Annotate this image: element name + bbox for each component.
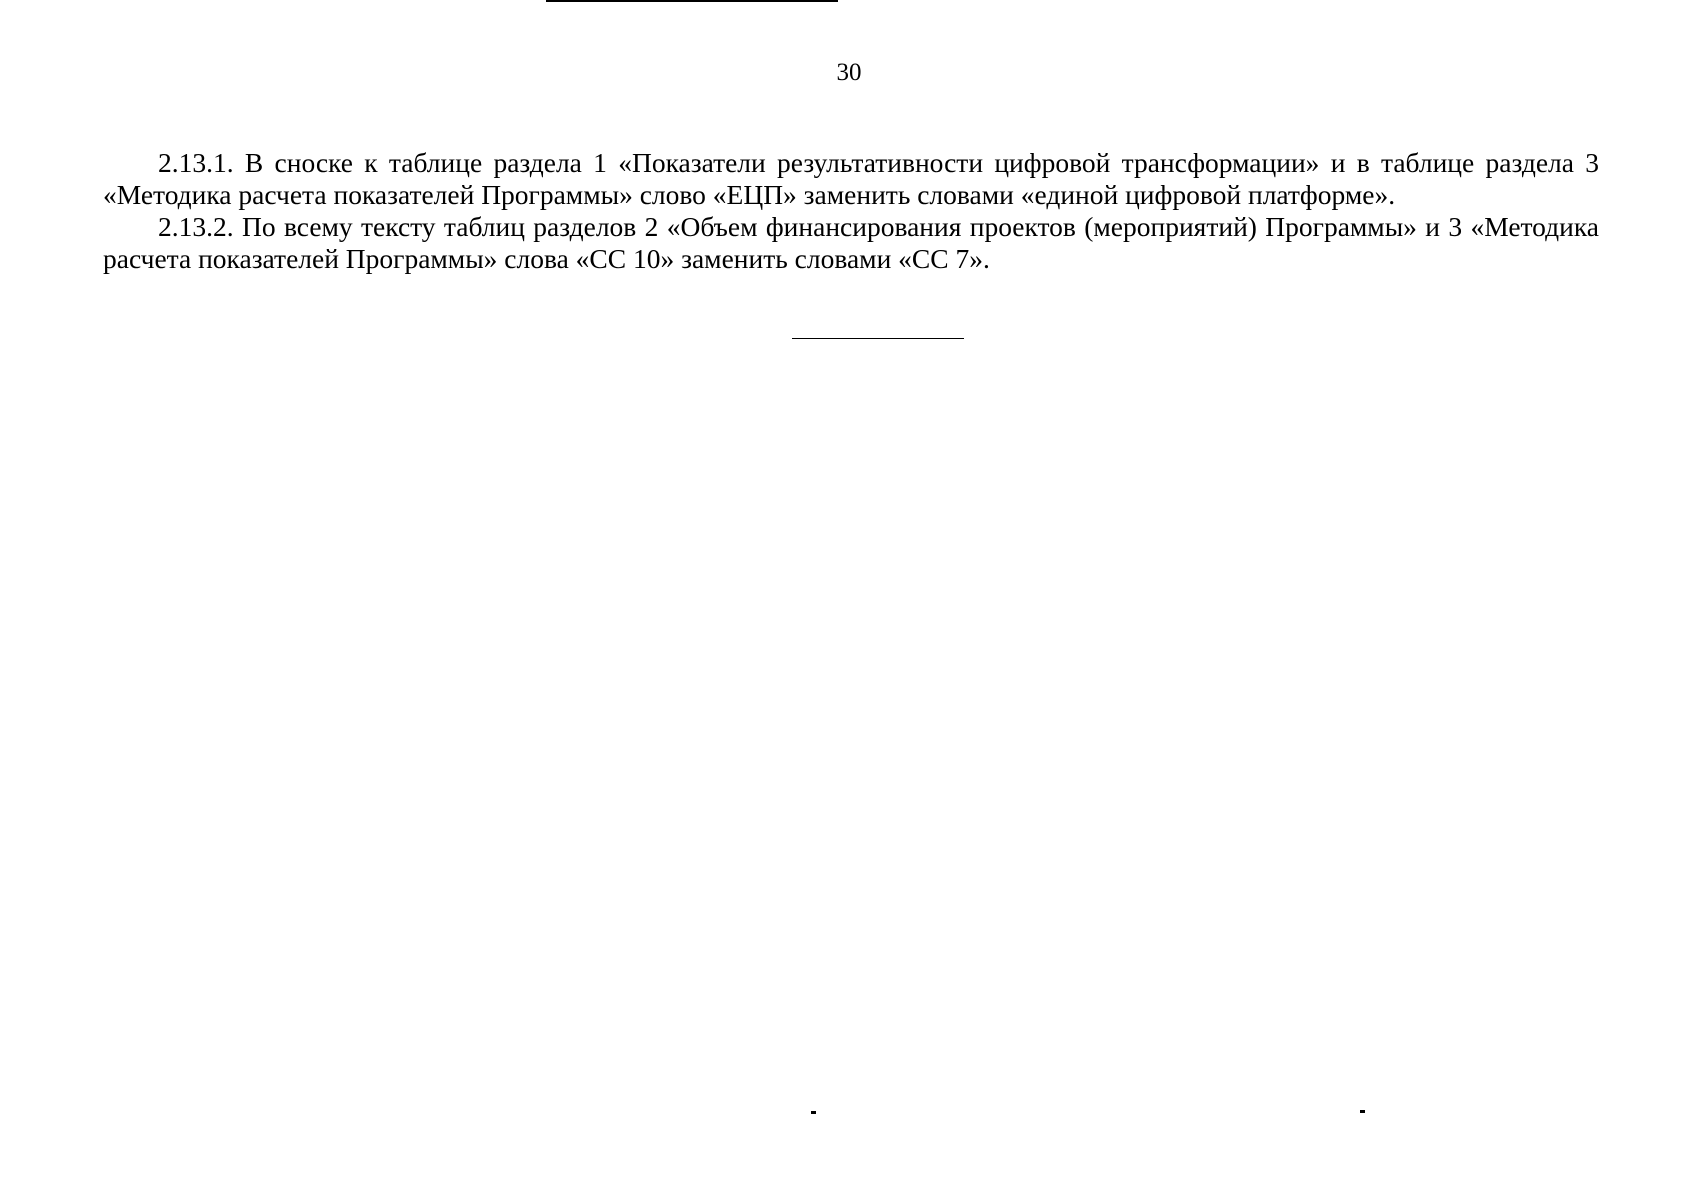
document-body [103, 147, 1599, 275]
scan-speck [1360, 1110, 1365, 1113]
scan-speck [811, 1111, 816, 1114]
paragraph-2-13-2: 2.13.2. По всему тексту таблиц разделов 2 «Объем финансирования проектов (мероприятий) Программы» и 3 «Методика расчета показателей Программы» слова «СС 10» заменить словами «СС 7». [103, 211, 1599, 274]
end-of-text-rule [792, 338, 964, 339]
paragraph-2-13-1: 2.13.1. В сноске к таблице раздела 1 «Показатели результативности цифровой трансформации» и в таблице раздела 3 «Методика расчета показателей Программы» слово «ЕЦП» заменить словами «единой цифровой платформе». [103, 147, 1599, 210]
page-number: 30 [836, 59, 862, 86]
top-cropped-rule [546, 0, 838, 2]
